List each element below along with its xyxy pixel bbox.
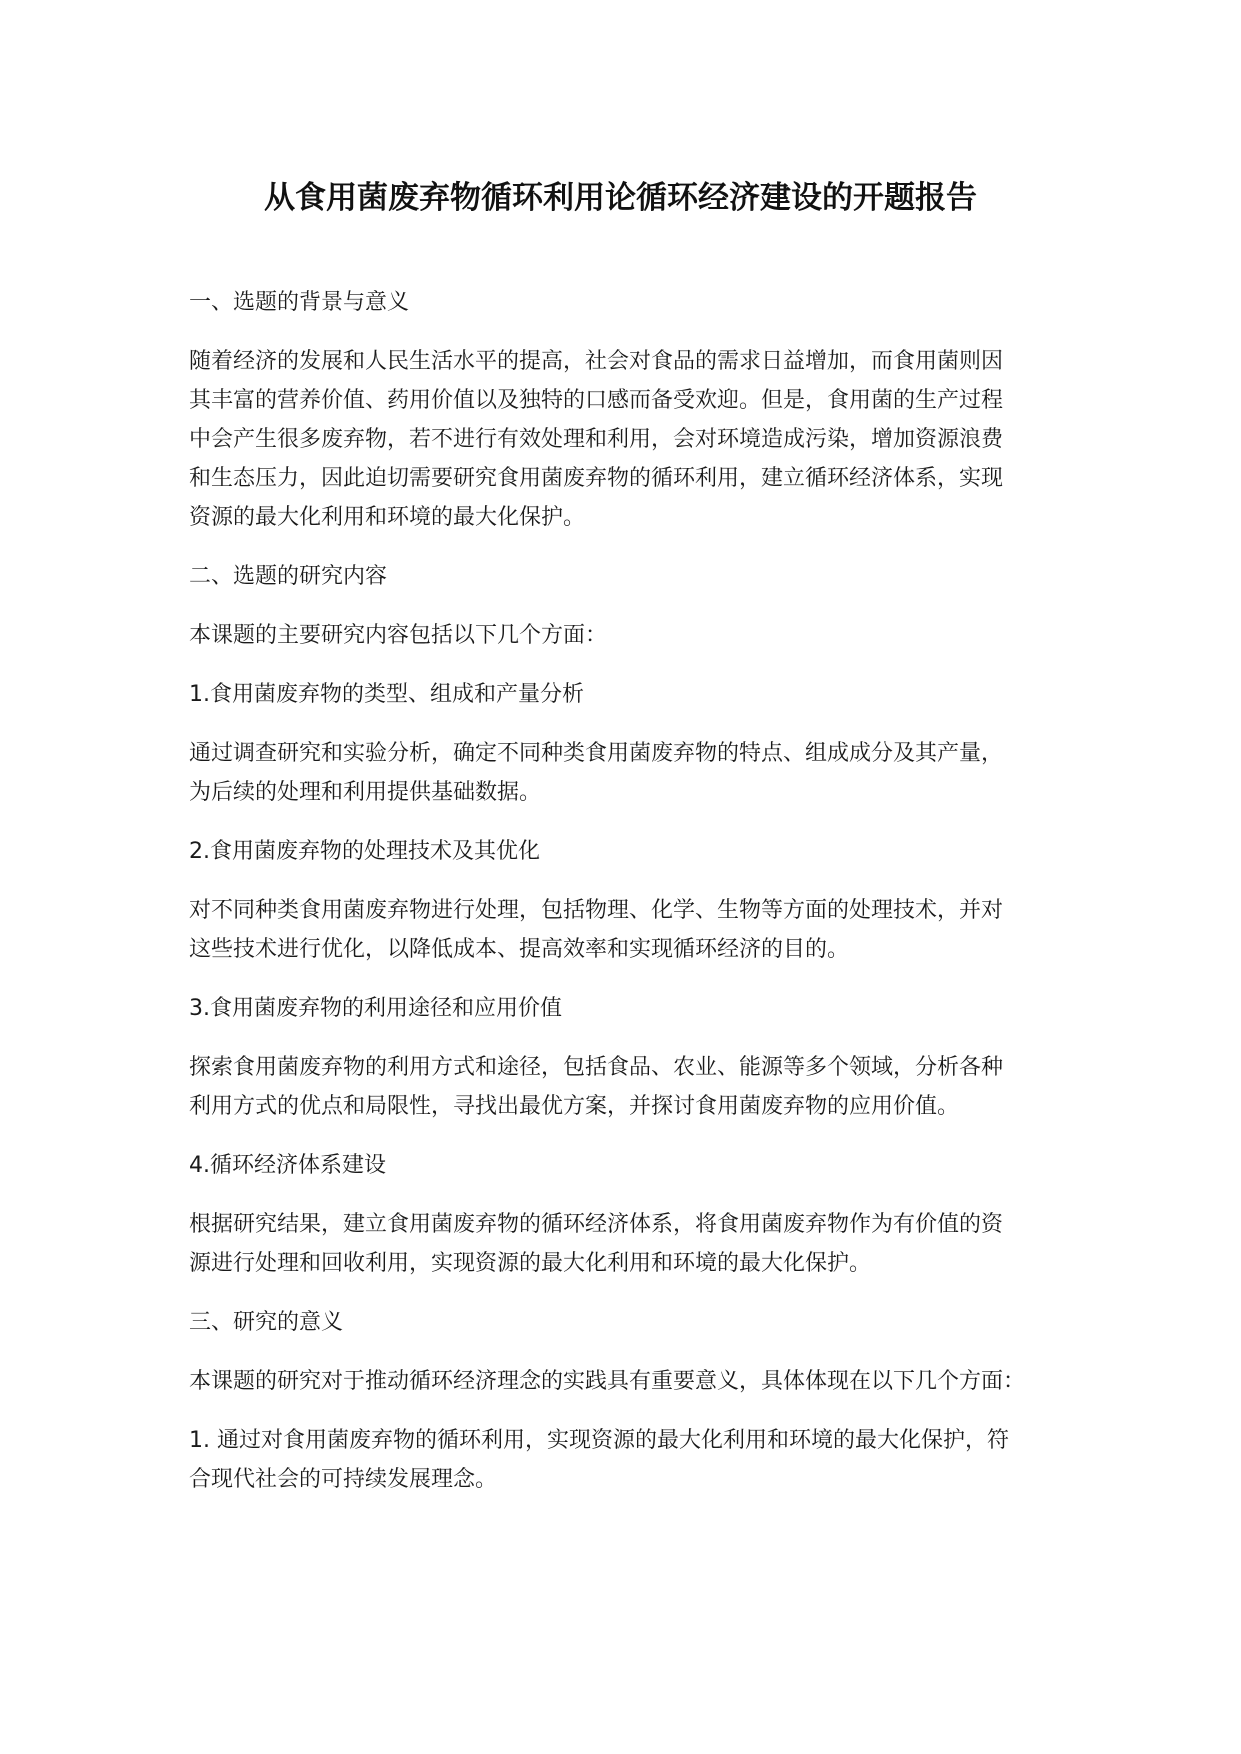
significance-item-1: 1. 通过对食用菌废弃物的循环利用，实现资源的最大化利用和环境的最大化保护，符 合现代社会的可持续发展理念。 bbox=[189, 1428, 1009, 1492]
section-heading-2: 二、选题的研究内容 bbox=[189, 564, 388, 589]
document-body bbox=[189, 283, 1081, 1519]
subheading-3: 3.食用菌废弃物的利用途径和应用价值 bbox=[189, 996, 562, 1021]
background-paragraph: 随着经济的发展和人民生活水平的提高，社会对食品的需求日益增加，而食用菌则因 其丰富的营养价值、药用价值以及独特的口感而备受欢迎。但是，食用菌的生产过程 中会产生很多废弃物，若不进行有效处理和利用，会对环境造成污染，增加资源浪费 和生态压力，因此迫切需要研究食用菌废弃物的循环利用，建立循环经济体系，实现 资源的最大化利用和环境的最大化保护。 bbox=[189, 349, 1004, 530]
subsection-1-paragraph: 通过调查研究和实验分析，确定不同种类食用菌废弃物的特点、组成成分及其产量， 为后续的处理和利用提供基础数据。 bbox=[189, 741, 1004, 805]
subheading-4: 4.循环经济体系建设 bbox=[189, 1153, 386, 1178]
content-intro-paragraph: 本课题的主要研究内容包括以下几个方面： bbox=[189, 623, 608, 648]
section-heading-3: 三、研究的意义 bbox=[189, 1310, 344, 1335]
subsection-3-paragraph: 探索食用菌废弃物的利用方式和途径，包括食品、农业、能源等多个领域，分析各种 利用方式的优点和局限性，寻找出最优方案，并探讨食用菌废弃物的应用价值。 bbox=[189, 1055, 1004, 1119]
subheading-2: 2.食用菌废弃物的处理技术及其优化 bbox=[189, 839, 540, 864]
document-title: 从食用菌废弃物循环利用论循环经济建设的开题报告 bbox=[264, 180, 977, 216]
section-heading-1: 一、选题的背景与意义 bbox=[189, 290, 410, 315]
subsection-2-paragraph: 对不同种类食用菌废弃物进行处理，包括物理、化学、生物等方面的处理技术，并对 这些技术进行优化，以降低成本、提高效率和实现循环经济的目的。 bbox=[189, 898, 1004, 962]
significance-intro-paragraph: 本课题的研究对于推动循环经济理念的实践具有重要意义，具体体现在以下几个方面： bbox=[189, 1369, 1026, 1394]
subheading-1: 1.食用菌废弃物的类型、组成和产量分析 bbox=[189, 682, 584, 707]
subsection-4-paragraph: 根据研究结果，建立食用菌废弃物的循环经济体系，将食用菌废弃物作为有价值的资 源进行处理和回收利用，实现资源的最大化利用和环境的最大化保护。 bbox=[189, 1212, 1004, 1276]
